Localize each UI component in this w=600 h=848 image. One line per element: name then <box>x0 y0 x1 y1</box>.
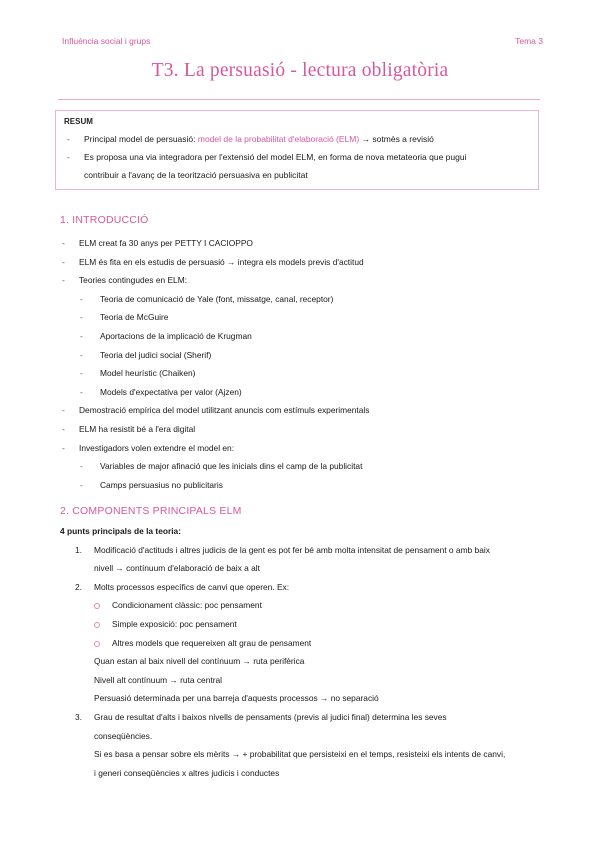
item-line: Grau de resultat d'alts i baixos nivells de pensaments (previs al judici final) determina les seves <box>94 711 447 722</box>
circle-bullet-item: Condicionament clàssic: poc pensament <box>60 596 540 615</box>
section-introduccio-list <box>60 234 540 494</box>
list-item: - ELM és fita en els estudis de persuasió → integra els models previs d'actitud <box>62 256 364 267</box>
list-subitem: - Teoria de McGuire <box>80 312 169 323</box>
item-number: 3. <box>75 711 82 722</box>
summary-box <box>55 110 539 190</box>
section-components-body <box>60 522 540 782</box>
list-subitem: - Camps persuasius no publicitaris <box>80 479 223 490</box>
list-subitem: - Teoria de comunicació de Yale (font, missatge, canal, receptor) <box>80 293 334 304</box>
summary-heading: RESUM <box>64 117 93 126</box>
summary-highlight: model de la probabilitat d'elaboració (ELM) <box>197 134 360 144</box>
section-heading-introduccio: 1. INTRODUCCIÓ <box>60 214 149 226</box>
note-line: Persuasió determinada per una barreja d'aquests processos → no separació <box>94 693 379 704</box>
bullet-dash: - <box>67 134 70 144</box>
title-divider <box>58 99 540 100</box>
list-item: - ELM ha resistit bé a l'era digital <box>62 423 196 434</box>
list-subitem: - Aportacions de la implicació de Krugman <box>80 330 252 341</box>
section-heading-components: 2. COMPONENTS PRINCIPALS ELM <box>60 505 242 517</box>
summary-item <box>64 148 530 184</box>
circle-bullet-item: Altres models que requereixen alt grau de pensament <box>60 634 540 653</box>
item-number: 1. <box>75 544 82 555</box>
circle-bullet-icon <box>94 603 100 609</box>
list-item: - Investigadors volen extendre el model en: <box>62 442 235 453</box>
numbered-item-2 <box>60 578 540 597</box>
item-line: i generi conseqüències x altres judicis i conductes <box>94 767 280 778</box>
item-line: Modificació d'actituds i altres judicis de la gent es pot fer bé amb molta intensitat de pensament o amb baix <box>94 544 490 555</box>
list-item: - Teories contingudes en ELM: <box>62 275 188 286</box>
circle-bullet-icon <box>94 641 100 647</box>
note-line: Quan estan al baix nivell del contínuum → ruta perifèrica <box>94 656 305 667</box>
item-number: 2. <box>75 581 82 592</box>
note-line: Nivell alt contínuum → ruta central <box>94 674 223 685</box>
header-topic: Tema 3 <box>515 36 543 46</box>
summary-item-line: contribuir a l'avanç de la teorització persuasiva en publicitat <box>84 170 308 180</box>
summary-item-prefix: Principal model de persuasió: <box>84 134 198 144</box>
header-subject: Influència social i grups <box>62 36 151 46</box>
summary-item <box>64 130 530 148</box>
list-subitem: - Variables de major afinació que les inicials dins el camp de la publicitat <box>80 461 363 472</box>
list-item: - Demostració empírica del model utilitzant anuncis com estímuls experimentals <box>62 405 370 416</box>
numbered-item-1 <box>60 541 540 578</box>
list-subitem: - Model heurístic (Chaiken) <box>80 368 196 379</box>
bullet-dash: - <box>67 152 70 162</box>
summary-item-text <box>84 134 434 144</box>
list-subitem: - Models d'expectativa per valor (Ajzen) <box>80 386 242 397</box>
circle-bullet-icon <box>94 622 100 628</box>
item-line: conseqüències. <box>94 730 153 741</box>
list-subitem: - Teoria del judici social (Sherif) <box>80 349 212 360</box>
item-line: Molts processos específics de canvi que operen. Ex: <box>94 581 290 592</box>
numbered-item-3 <box>60 708 540 782</box>
section-intro: 4 punts principals de la teoria: <box>60 526 181 536</box>
page-title: T3. La persuasió - lectura obligatòria <box>151 60 449 81</box>
circle-bullet-item: Simple exposició: poc pensament <box>60 615 540 634</box>
summary-item-line: Es proposa una via integradora per l'extensió del model ELM, en forma de nova metateoria que pugui <box>84 152 467 162</box>
item-line: nivell → contínuum d'elaboració de baix a alt <box>94 563 260 574</box>
item-line: Si es basa a pensar sobre els mèrits → + probabilitat que persisteixi en el temps, resisteixi els intents de canvi, <box>94 749 506 760</box>
list-item: - ELM creat fa 30 anys per PETTY I CACIOPPO <box>62 238 253 248</box>
summary-item-suffix: → sotmès a revisió <box>359 134 434 144</box>
